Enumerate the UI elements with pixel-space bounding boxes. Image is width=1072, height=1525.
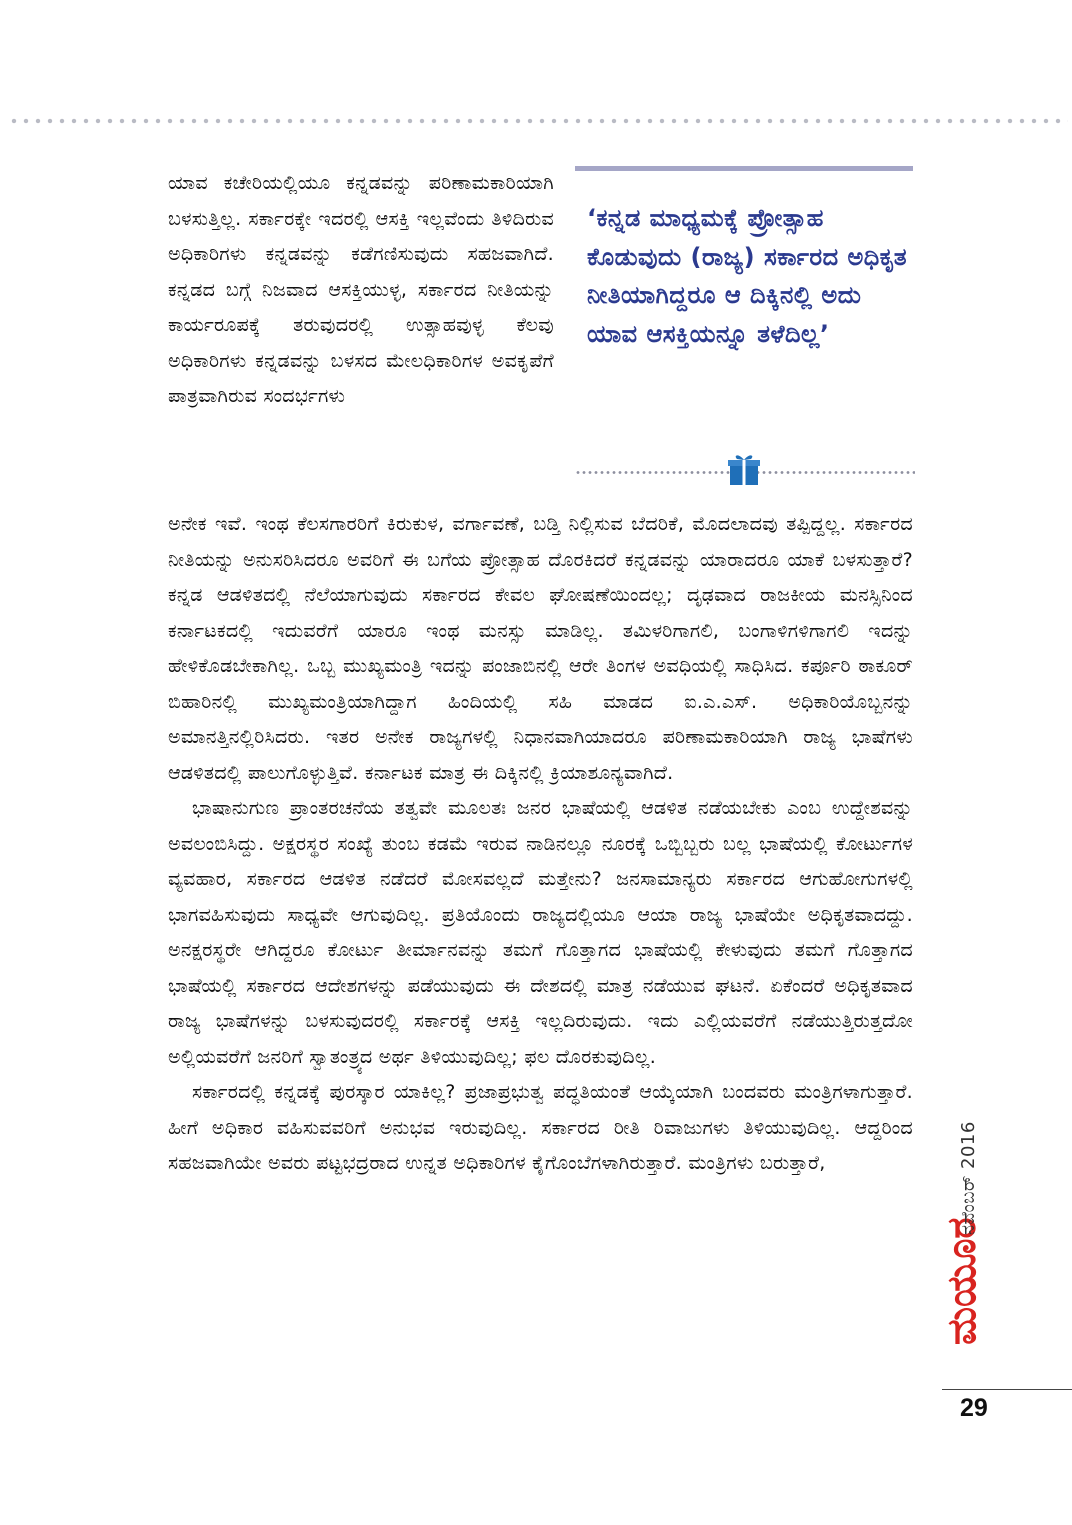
- magazine-name: ಮಯೂರ: [939, 1217, 985, 1345]
- article-paragraph-2: ಭಾಷಾನುಗುಣ ಪ್ರಾಂತರಚನೆಯ ತತ್ವವೇ ಮೂಲತಃ ಜನರ ಭಾಷೆಯಲ್ಲಿ ಆಡಳಿತ ನಡೆಯಬೇಕು ಎಂಬ ಉದ್ದೇಶವನ್ನು ಅವಲಂಬಿಸಿದ್ದು. ಅಕ್ಷರಸ್ಥರ ಸಂಖ್ಯೆ ತುಂಬ ಕಡಮೆ ಇರುವ ನಾಡಿನಲ್ಲೂ ನೂರಕ್ಕೆ ಒಬ್ಬಿಬ್ಬರು ಬಲ್ಲ ಭಾಷೆಯಲ್ಲಿ ಕೋರ್ಟುಗಳ ವ್ಯವಹಾರ, ಸರ್ಕಾರದ ಆಡಳಿತ ನಡೆದರೆ ಮೋಸವಲ್ಲದೆ ಮತ್ತೇನು? ಜನಸಾಮಾನ್ಯರು ಸರ್ಕಾರದ ಆಗುಹೋಗುಗಳಲ್ಲಿ ಭಾಗವಹಿಸುವುದು ಸಾಧ್ಯವೇ ಆಗುವುದಿಲ್ಲ. ಪ್ರತಿಯೊಂದು ರಾಜ್ಯದಲ್ಲಿಯೂ ಆಯಾ ರಾಜ್ಯ ಭಾಷೆಯೇ ಅಧಿಕೃತವಾದದ್ದು. ಅನಕ್ಷರಸ್ಥರೇ ಆಗಿದ್ದರೂ ಕೋರ್ಟು ತೀರ್ಮಾನವನ್ನು ತಮಗೆ ಗೊತ್ತಾಗದ ಭಾಷೆಯಲ್ಲಿ ಕೇಳುವುದು ತಮಗೆ ಗೊತ್ತಾಗದ ಭಾಷೆಯಲ್ಲಿ ಸರ್ಕಾರದ ಆದೇಶಗಳನ್ನು ಪಡೆಯುವುದು ಈ ದೇಶದಲ್ಲಿ ಮಾತ್ರ ನಡೆಯುವ ಘಟನೆ. ಏಕೆಂದರೆ ಅಧಿಕೃತವಾದ ರಾಜ್ಯ ಭಾಷೆಗಳನ್ನು ಬಳಸುವುದರಲ್ಲಿ ಸರ್ಕಾರಕ್ಕೆ ಆಸಕ್ತಿ ಇಲ್ಲದಿರುವುದು. ಇದು ಎಲ್ಲಿಯವರೆಗೆ ನಡೆಯುತ್ತಿರುತ್ತದೋ ಅಲ್ಲಿಯವರೆಗೆ ಜನರಿಗೆ ಸ್ವಾತಂತ್ರ್ಯದ ಅರ್ಥ ತಿಳಿಯುವುದಿಲ್ಲ; ಫಲ ದೊರಕುವುದಿಲ್ಲ.: [168, 797, 914, 1068]
- article-body: [168, 507, 913, 1182]
- pull-quote-box: [575, 166, 913, 481]
- article-paragraph-1-start: ಯಾವ ಕಚೇರಿಯಲ್ಲಿಯೂ ಕನ್ನಡವನ್ನು ಪರಿಣಾಮಕಾರಿಯಾಗಿ ಬಳಸುತ್ತಿಲ್ಲ. ಸರ್ಕಾರಕ್ಕೇ ಇದರಲ್ಲಿ ಆಸಕ್ತಿ ಇಲ್ಲವೆಂದು ತಿಳಿದಿರುವ ಅಧಿಕಾರಿಗಳು ಕನ್ನಡವನ್ನು ಕಡೆಗಣಿಸುವುದು ಸಹಜವಾಗಿದೆ. ಕನ್ನಡದ ಬಗ್ಗೆ ನಿಜವಾದ ಆಸಕ್ತಿಯುಳ್ಳ, ಸರ್ಕಾರದ ನೀತಿಯನ್ನು ಕಾರ್ಯರೂಪಕ್ಕೆ ತರುವುದರಲ್ಲಿ ಉತ್ಸಾಹವುಳ್ಳ ಕೆಲವು ಅಧಿಕಾರಿಗಳು ಕನ್ನಡವನ್ನು ಬಳಸದ ಮೇಲಧಿಕಾರಿಗಳ ಅವಕೃಪೆಗೆ ಪಾತ್ರವಾಗಿರುವ ಸಂದರ್ಭಗಳು: [168, 172, 554, 407]
- pull-quote-text: ‘ಕನ್ನಡ ಮಾಧ್ಯಮಕ್ಕೆ ಪ್ರೋತ್ಸಾಹ ಕೊಡುವುದು (ರಾಜ್ಯ) ಸರ್ಕಾರದ ಅಧಿಕೃತ ನೀತಿಯಾಗಿದ್ದರೂ ಆ ದಿಕ್ಕಿನಲ್ಲಿ ಅದು ಯಾವ ಆಸಕ್ತಿಯನ್ನೂ ತಳೆದಿಲ್ಲ’: [587, 204, 908, 348]
- article-paragraph-3: ಸರ್ಕಾರದಲ್ಲಿ ಕನ್ನಡಕ್ಕೆ ಪುರಸ್ಕಾರ ಯಾಕಿಲ್ಲ? ಪ್ರಜಾಪ್ರಭುತ್ವ ಪದ್ಧತಿಯಂತೆ ಆಯ್ಕೆಯಾಗಿ ಬಂದವರು ಮಂತ್ರಿಗಳಾಗುತ್ತಾರೆ. ಹೀಗೆ ಅಧಿಕಾರ ವಹಿಸುವವರಿಗೆ ಅನುಭವ ಇರುವುದಿಲ್ಲ. ಸರ್ಕಾರದ ರೀತಿ ರಿವಾಜುಗಳು ತಿಳಿಯುವುದಿಲ್ಲ. ಆದ್ದರಿಂದ ಸಹಜವಾಗಿಯೇ ಅವರು ಪಟ್ಟಭದ್ರರಾದ ಉನ್ನತ ಅಧಿಕಾರಿಗಳ ಕೈಗೊಂಬೆಗಳಾಗಿರುತ್ತಾರೆ. ಮಂತ್ರಿಗಳು ಬರುತ್ತಾರೆ,: [168, 1081, 913, 1174]
- article-paragraph-1-continued: ಅನೇಕ ಇವೆ. ಇಂಥ ಕೆಲಸಗಾರರಿಗೆ ಕಿರುಕುಳ, ವರ್ಗಾವಣೆ, ಬಡ್ತಿ ನಿಲ್ಲಿಸುವ ಬೆದರಿಕೆ, ಮೊದಲಾದವು ತಪ್ಪಿದ್ದಲ್ಲ. ಸರ್ಕಾರದ ನೀತಿಯನ್ನು ಅನುಸರಿಸಿದರೂ ಅವರಿಗೆ ಈ ಬಗೆಯ ಪ್ರೋತ್ಸಾಹ ದೊರಕಿದರೆ ಕನ್ನಡವನ್ನು ಯಾರಾದರೂ ಯಾಕೆ ಬಳಸುತ್ತಾರೆ? ಕನ್ನಡ ಆಡಳಿತದಲ್ಲಿ ನೆಲೆಯಾಗುವುದು ಸರ್ಕಾರದ ಕೇವಲ ಘೋಷಣೆಯಿಂದಲ್ಲ; ದೃಢವಾದ ರಾಜಕೀಯ ಮನಸ್ಸಿನಿಂದ ಕರ್ನಾಟಕದಲ್ಲಿ ಇದುವರೆಗೆ ಯಾರೂ ಇಂಥ ಮನಸ್ಸು ಮಾಡಿಲ್ಲ. ತಮಿಳರಿಗಾಗಲಿ, ಬಂಗಾಳಿಗಳಿಗಾಗಲಿ ಇದನ್ನು ಹೇಳಿಕೊಡಬೇಕಾಗಿಲ್ಲ. ಒಬ್ಬ ಮುಖ್ಯಮಂತ್ರಿ ಇದನ್ನು ಪಂಜಾಬಿನಲ್ಲಿ ಆರೇ ತಿಂಗಳ ಅವಧಿಯಲ್ಲಿ ಸಾಧಿಸಿದ. ಕರ್ಪೂರಿ ಠಾಕೂರ್ ಬಿಹಾರಿನಲ್ಲಿ ಮುಖ್ಯಮಂತ್ರಿಯಾಗಿದ್ದಾಗ ಹಿಂದಿಯಲ್ಲಿ ಸಹಿ ಮಾಡದ ಐ.ಎ.ಎಸ್. ಅಧಿಕಾರಿಯೊಬ್ಬನನ್ನು ಅಮಾನತ್ತಿನಲ್ಲಿರಿಸಿದರು. ಇತರ ಅನೇಕ ರಾಜ್ಯಗಳಲ್ಲಿ ನಿಧಾನವಾಗಿಯಾದರೂ ಪರಿಣಾಮಕಾರಿಯಾಗಿ ರಾಜ್ಯ ಭಾಷೆಗಳು ಆಡಳಿತದಲ್ಲಿ ಪಾಲುಗೊಳ್ಳುತ್ತಿವೆ. ಕರ್ನಾಟಕ ಮಾತ್ರ ಈ ದಿಕ್ಕಿನಲ್ಲಿ ಕ್ರಿಯಾಶೂನ್ಯವಾಗಿದೆ.: [168, 513, 913, 784]
- top-dotted-border: [8, 118, 1068, 124]
- footer-rule: [942, 1389, 1072, 1390]
- gift-icon: [727, 452, 761, 486]
- issue-date: ನವೆಂಬರ್ 2016: [958, 1121, 979, 1235]
- page-number: 29: [960, 1394, 988, 1422]
- article-left-column: [168, 166, 554, 415]
